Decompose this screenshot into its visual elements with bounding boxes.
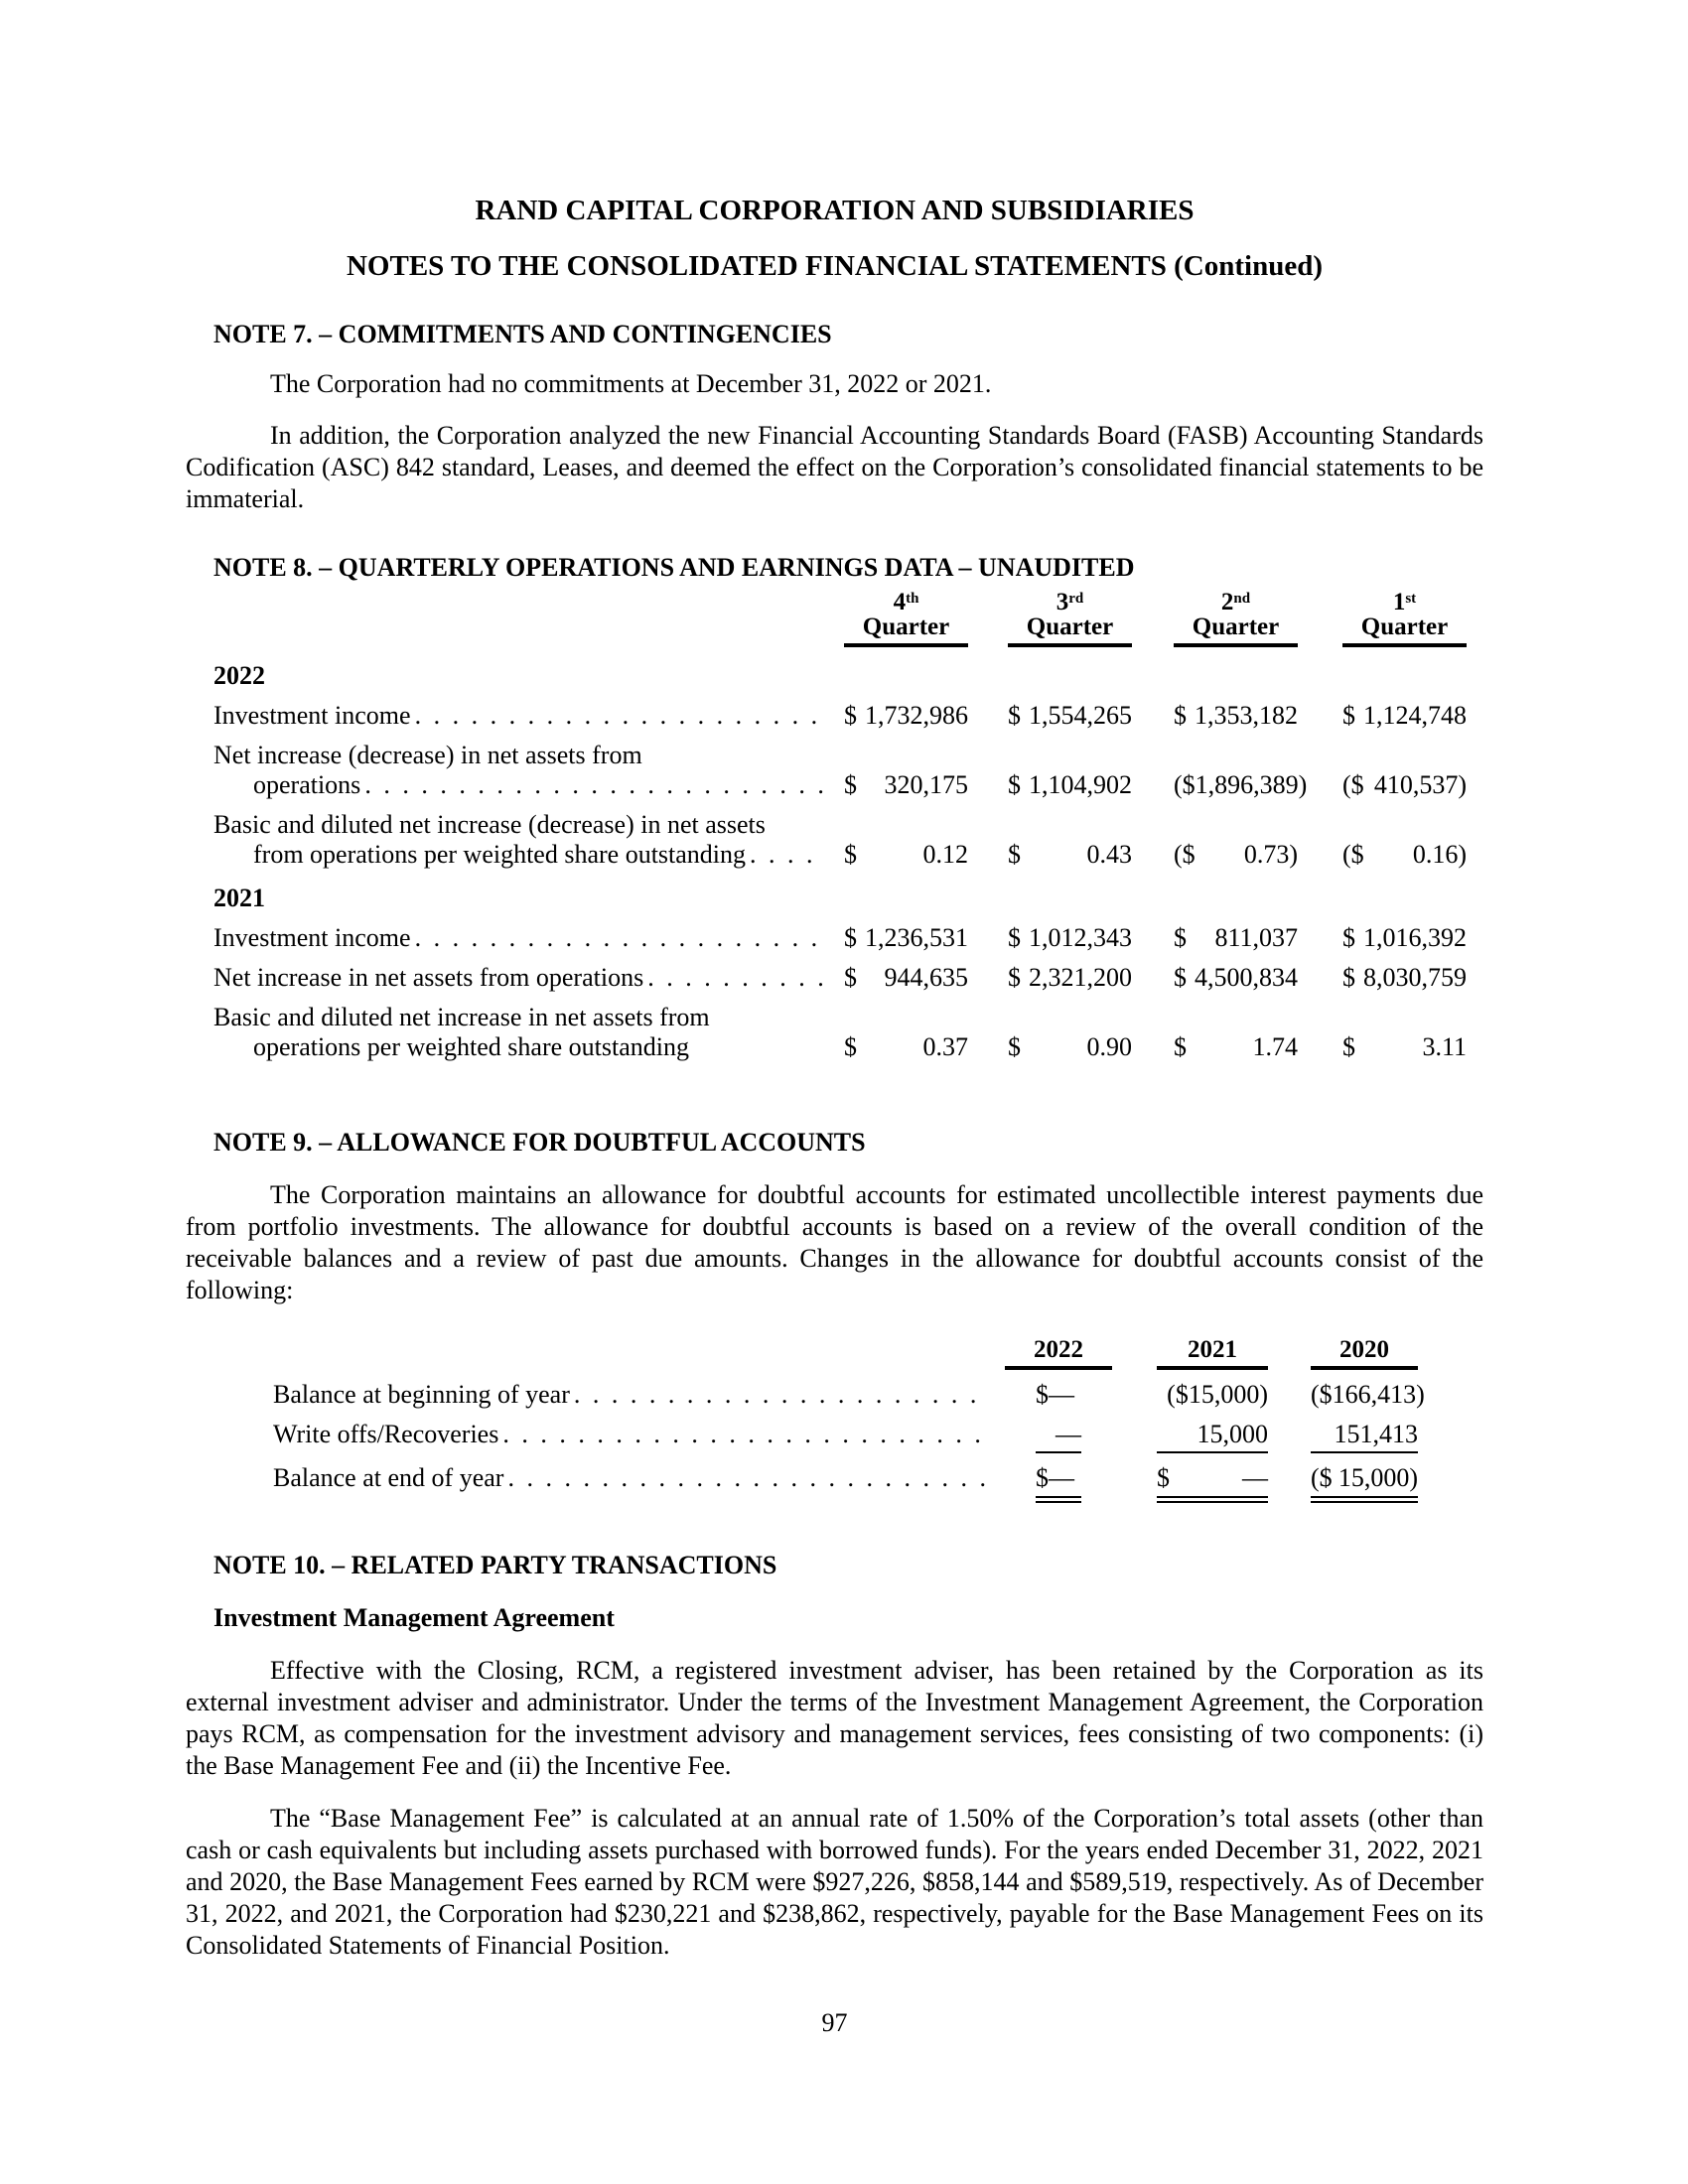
document-title: RAND CAPITAL CORPORATION AND SUBSIDIARIES [475,195,1195,226]
value-cell: $— [1005,1463,1112,1503]
dot-leader [498,1420,985,1453]
value-cell: $ 1,012,343 [1008,923,1132,952]
note7-heading: NOTE 7. – COMMITMENTS AND CONTINGENCIES [213,320,832,348]
column-header-q1: 1st Quarter [1342,592,1467,647]
column-header-2021: 2021 [1157,1337,1268,1370]
table-row-balance-beginning [273,1380,1425,1410]
value-cell: $ 0.43 [1008,840,1132,869]
value-cell: $ 3.11 [1342,1032,1467,1061]
row-label-line2: operations per weighted share outstanding [253,1032,689,1061]
quarterly-operations-table [213,589,1467,1062]
row-label: Balance at beginning of year [273,1380,570,1409]
dot-leader [503,1463,985,1503]
value-cell: $ 811,037 [1174,923,1298,952]
row-label-line2: from operations per weighted share outstanding [253,840,747,869]
table-row-writeoffs-recoveries [273,1420,1418,1453]
value-cell: $ — [1157,1463,1268,1503]
dot-leader [360,770,826,800]
value-cell: $ 1,353,182 [1174,701,1298,730]
value-cell: $ 1.74 [1174,1032,1298,1061]
table-row-per-share-2022 [213,810,1467,870]
row-label-line1: Basic and diluted net increase (decrease) in net assets [213,810,766,839]
value-cell: ($166,413) [1311,1380,1425,1409]
row-label: Investment income [213,923,411,952]
row-label: Net increase in net assets from operations [213,963,644,992]
row-label: Write offs/Recoveries [273,1420,499,1448]
value-cell: $ 0.37 [844,1032,968,1061]
note10-paragraph-2: The “Base Management Fee” is calculated at an annual rate of 1.50% of the Corporation’s total assets (other than cash or cash equivalents but including assets purchased with borrowed funds). For the years ended December 31, 2022, 2021 and 2020, the Base Management Fees earned by RCM were $927,226, $858,144 and $589,519, respectively. As of December 31, 2022, and 2021, the Corporation had $230,221 and $238,862, respectively, payable for the Base Management Fees on its Consolidated Statements of Financial Position. [186,1804,1483,1960]
value-cell: $— [1036,1380,1074,1409]
dot-leader [411,923,826,953]
table-row-investment-income-2021 [213,923,1467,953]
value-cell: $ 0.90 [1008,1032,1132,1061]
dot-leader [643,963,826,993]
table-row-balance-end [273,1463,1418,1503]
value-cell: ($ 410,537) [1342,770,1467,799]
table-row-net-increase-2022 [213,741,1467,800]
column-header-2022: 2022 [1005,1337,1112,1370]
dot-leader [570,1380,985,1410]
document-subtitle: NOTES TO THE CONSOLIDATED FINANCIAL STATEMENTS (Continued) [346,250,1324,282]
table-row-investment-income-2022 [213,701,1467,731]
value-cell: $ 0.12 [844,840,968,869]
value-cell: ($ 0.16) [1342,840,1467,869]
column-header-q2: 2nd Quarter [1174,592,1298,647]
quarterly-table-header-row [213,589,1467,647]
row-label: Balance at end of year [273,1463,504,1492]
note10-paragraph-1: Effective with the Closing, RCM, a registered investment adviser, has been retained by the Corporation as its external investment adviser and administrator. Under the terms of the Investment Management Agreement, the Corporation pays RCM, as compensation for the investment advisory and management services, fees consisting of two components: (i) the Base Management Fee and (ii) the Incentive Fee. [186,1656,1483,1780]
year-row-2022: 2022 [213,661,265,690]
dot-leader [411,701,826,731]
value-cell: — [1005,1420,1112,1453]
table-row-per-share-2021 [213,1003,1467,1062]
note7-paragraph-1: The Corporation had no commitments at December 31, 2022 or 2021. [270,369,992,398]
value-cell: $ 1,104,902 [1008,770,1132,799]
note7-paragraph-2: In addition, the Corporation analyzed the new Financial Accounting Standards Board (FASB) Accounting Standards Codification (ASC) 842 standard, Leases, and deemed the effect on the Corporation’s consolidated financial statements to be immaterial. [186,421,1483,513]
allowance-table-header-row [273,1337,1418,1370]
blank-leader [689,1032,826,1062]
value-cell: $ 1,016,392 [1342,923,1467,952]
value-cell: ($ 1,896,389) [1174,770,1308,799]
year-row-2021: 2021 [213,884,265,912]
allowance-table [273,1336,1425,1503]
column-header-2020: 2020 [1311,1337,1418,1370]
value-cell: ($15,000) [1167,1380,1268,1409]
value-cell: 15,000 [1157,1420,1268,1453]
value-cell: ($ 0.73) [1174,840,1298,869]
row-label: Investment income [213,701,411,730]
row-label-line1: Net increase (decrease) in net assets from [213,741,642,769]
column-header-q3: 3rd Quarter [1008,592,1132,647]
row-label-line1: Basic and diluted net increase in net assets from [213,1003,710,1031]
value-cell: ($ 15,000) [1311,1463,1418,1503]
value-cell: $ 1,732,986 [844,701,968,730]
page-number: 97 [821,2008,848,2037]
note8-heading: NOTE 8. – QUARTERLY OPERATIONS AND EARNINGS DATA – UNAUDITED [213,553,1135,582]
value-cell: $ 4,500,834 [1174,963,1298,992]
value-cell: $ 1,554,265 [1008,701,1132,730]
value-cell: 151,413 [1311,1420,1418,1453]
value-cell: $ 8,030,759 [1342,963,1467,992]
table-row-net-increase-2021 [213,963,1467,993]
column-header-q4: 4th Quarter [844,592,968,647]
note10-heading: NOTE 10. – RELATED PARTY TRANSACTIONS [213,1551,777,1579]
dot-leader [746,840,826,870]
row-label-line2: operations [253,770,361,799]
value-cell: $ 1,124,748 [1342,701,1467,730]
value-cell: $ 1,236,531 [844,923,968,952]
value-cell: $ 944,635 [844,963,968,992]
note9-heading: NOTE 9. – ALLOWANCE FOR DOUBTFUL ACCOUNTS [213,1128,866,1157]
value-cell: $ 2,321,200 [1008,963,1132,992]
note9-paragraph: The Corporation maintains an allowance for doubtful accounts for estimated uncollectible interest payments due from portfolio investments. The allowance for doubtful accounts is based on a review of the overall condition of the receivable balances and a review of past due amounts. Changes in the allowance for doubtful accounts consist of the following: [186,1180,1483,1304]
value-cell: $ 320,175 [844,770,968,799]
note10-subheading: Investment Management Agreement [213,1603,615,1632]
